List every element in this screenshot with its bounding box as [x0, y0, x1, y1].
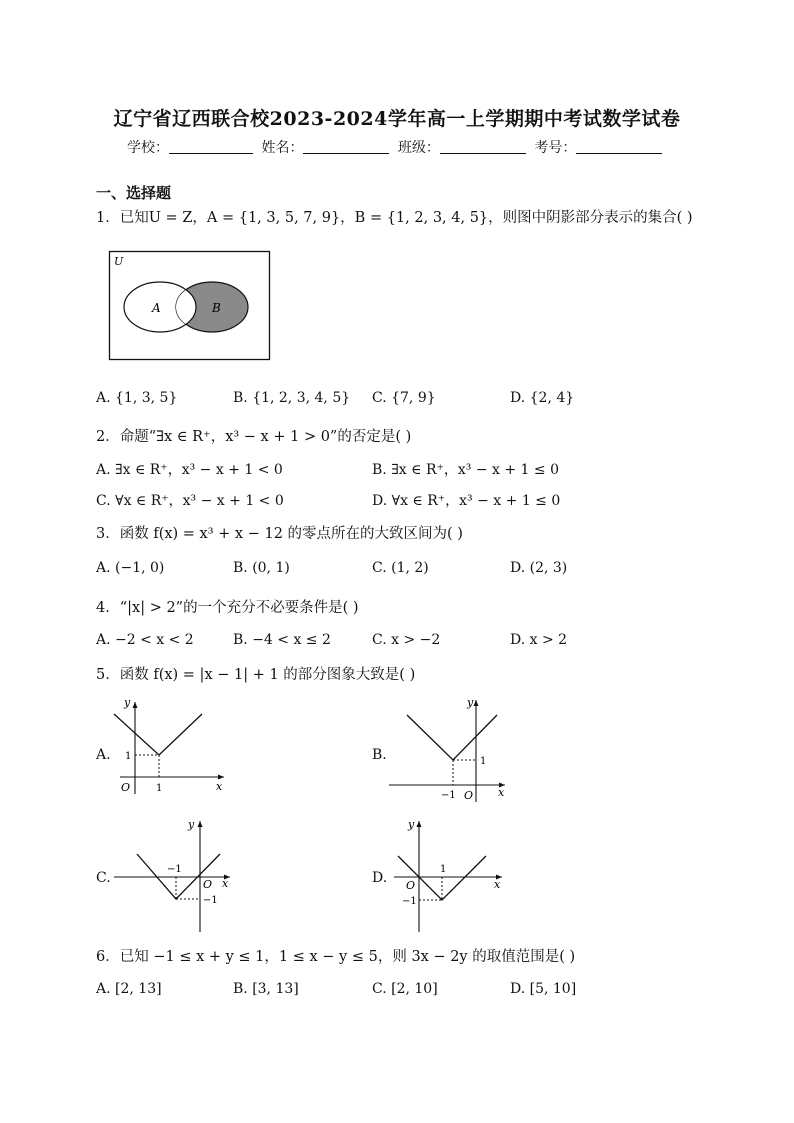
section-heading: 一、选择题	[96, 184, 172, 202]
venn-diagram	[108, 250, 273, 364]
function-curve	[114, 714, 202, 755]
y-axis-arrow	[474, 700, 479, 706]
q5-graph-a[interactable]	[112, 690, 232, 800]
y-axis-arrow	[133, 702, 138, 708]
question-2-stem: 2．命题“∃x ∈ R⁺，x³ − x + 1 > 0”的否定是( )	[96, 429, 412, 445]
name-label: 姓名：	[261, 140, 304, 156]
q6-option-b[interactable]: B. [3, 13]	[233, 981, 299, 997]
tick-label-1: 1	[125, 751, 132, 762]
origin-label: O	[203, 878, 213, 891]
tick-label-neg1: −1	[167, 864, 182, 875]
tick-label-1: 1	[480, 756, 487, 767]
question-4-stem: 4．“|x| > 2”的一个充分不必要条件是( )	[96, 600, 359, 616]
q6-option-c[interactable]: C. [2, 10]	[372, 981, 438, 997]
question-3-stem: 3．函数 f(x) = x³ + x − 12 的零点所在的大致区间为( )	[96, 526, 463, 542]
school-label: 学校：	[127, 140, 169, 156]
venn-b-label: B	[212, 301, 221, 315]
q1-option-c[interactable]: C. {7, 9}	[372, 390, 436, 406]
tick-label-neg1: −1	[402, 896, 417, 907]
q3-option-c[interactable]: C. (1, 2)	[372, 560, 429, 576]
y-axis-arrow	[198, 821, 203, 827]
q3-option-d[interactable]: D. (2, 3)	[510, 560, 568, 576]
q4-option-a[interactable]: A. −2 < x < 2	[96, 632, 194, 648]
x-label: x	[216, 780, 223, 793]
student-info-line	[127, 137, 666, 157]
question-1-stem: 1．已知U = Z，A = {1, 3, 5, 7, 9}，B = {1, 2, 3, 4, 5}，则图中阴影部分表示的集合( )	[96, 210, 693, 226]
q5-option-a-label[interactable]: A.	[96, 747, 111, 763]
y-label: y	[124, 696, 131, 709]
origin-label: O	[464, 789, 474, 802]
class-label: 班级：	[397, 140, 440, 156]
q3-option-a[interactable]: A. (−1, 0)	[96, 560, 165, 576]
y-label: y	[408, 818, 415, 831]
tick-label-1: 1	[156, 783, 163, 794]
q1-option-d[interactable]: D. {2, 4}	[510, 390, 575, 406]
q1-option-b[interactable]: B. {1, 2, 3, 4, 5}	[233, 390, 351, 406]
class-blank	[440, 139, 526, 154]
name-blank	[303, 139, 389, 154]
y-label: y	[467, 696, 474, 709]
tick-label-1: 1	[440, 864, 447, 875]
exam-title: 辽宁省辽西联合校2023-2024学年高一上学期期中考试数学试卷	[113, 108, 681, 130]
y-label: y	[188, 818, 195, 831]
function-curve	[407, 715, 497, 760]
q3-option-b[interactable]: B. (0, 1)	[233, 560, 290, 576]
number-blank	[576, 139, 662, 154]
question-5-stem: 5．函数 f(x) = |x − 1| + 1 的部分图象大致是( )	[96, 667, 416, 683]
q4-option-c[interactable]: C. x > −2	[372, 632, 441, 648]
q2-option-d[interactable]: D. ∀x ∈ R⁺，x³ − x + 1 ≤ 0	[372, 493, 561, 509]
q2-option-a[interactable]: A. ∃x ∈ R⁺，x³ − x + 1 < 0	[96, 462, 283, 478]
q4-option-d[interactable]: D. x > 2	[510, 632, 568, 648]
school-blank	[169, 139, 253, 154]
q1-option-a[interactable]: A. {1, 3, 5}	[96, 390, 178, 406]
q6-option-d[interactable]: D. [5, 10]	[510, 981, 577, 997]
venn-a-label: A	[152, 301, 161, 315]
number-label: 考号：	[534, 140, 577, 156]
q5-option-d-label[interactable]: D.	[372, 870, 388, 886]
y-axis-arrow	[417, 821, 422, 827]
q6-option-a[interactable]: A. [2, 13]	[96, 981, 162, 997]
tick-label-neg1: −1	[441, 790, 456, 801]
x-axis-arrow	[218, 775, 224, 780]
venn-u-label: U	[114, 255, 124, 268]
q4-option-b[interactable]: B. −4 < x ≤ 2	[233, 632, 331, 648]
q5-option-c-label[interactable]: C.	[96, 870, 111, 886]
q5-graph-d[interactable]	[390, 816, 510, 936]
question-6-stem: 6．已知 −1 ≤ x + y ≤ 1，1 ≤ x − y ≤ 5，则 3x − 2y 的取值范围是( )	[96, 949, 576, 965]
origin-label: O	[121, 781, 131, 794]
q2-option-c[interactable]: C. ∀x ∈ R⁺，x³ − x + 1 < 0	[96, 493, 284, 509]
x-label: x	[494, 878, 501, 891]
x-label: x	[222, 877, 229, 890]
q5-graph-b[interactable]	[385, 690, 515, 805]
q2-option-b[interactable]: B. ∃x ∈ R⁺，x³ − x + 1 ≤ 0	[372, 462, 559, 478]
tick-label-neg1: −1	[203, 895, 218, 906]
origin-label: O	[406, 879, 416, 892]
x-label: x	[498, 786, 505, 799]
q5-graph-c[interactable]	[112, 816, 237, 936]
q5-option-b-label[interactable]: B.	[372, 747, 387, 763]
